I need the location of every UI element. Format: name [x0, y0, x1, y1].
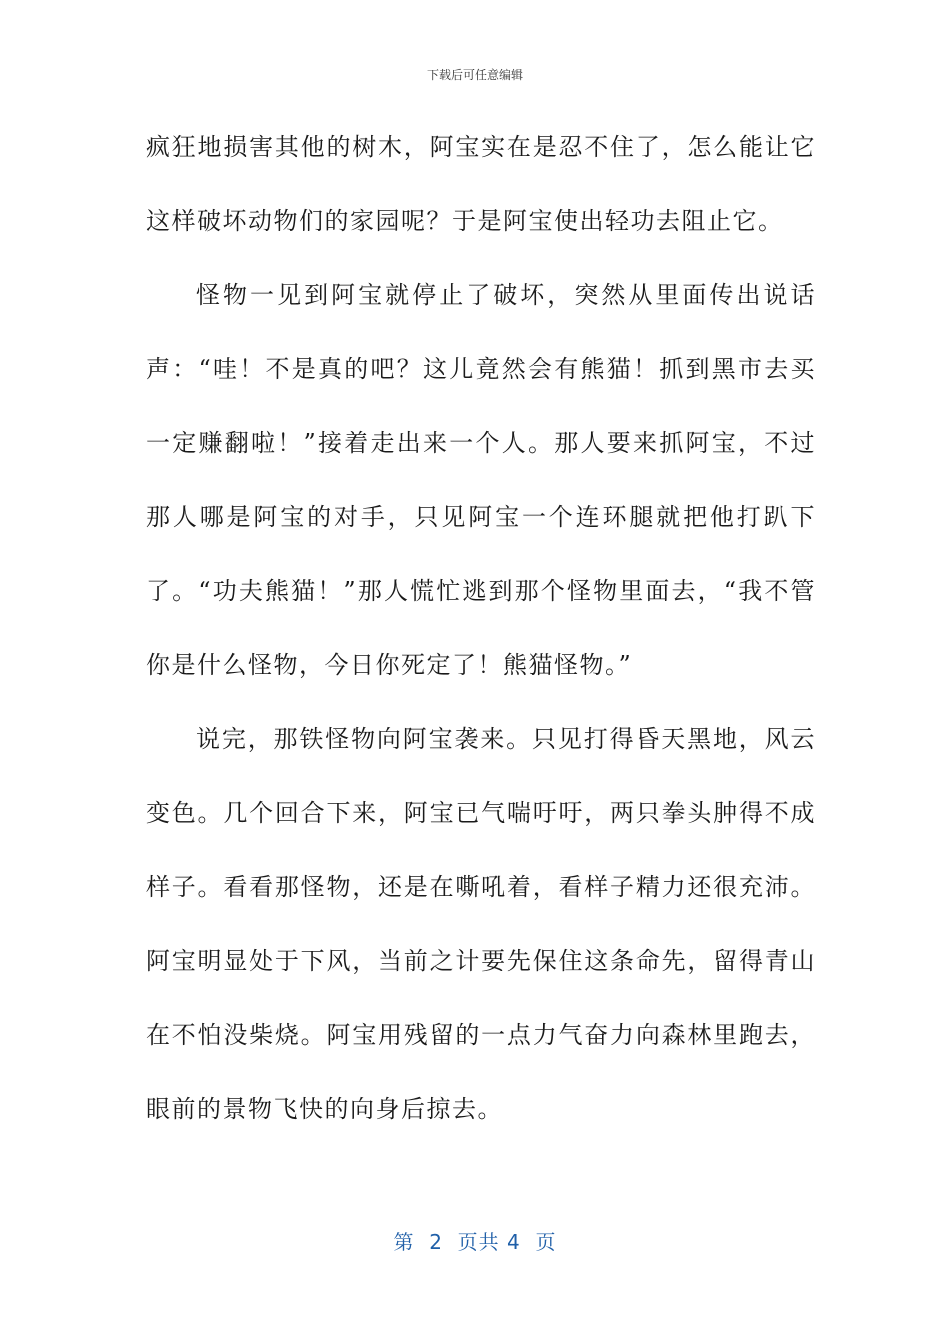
- header-note: 下载后可任意编辑: [426, 68, 523, 82]
- page-number: 第 2 页共 4 页: [393, 1230, 557, 1254]
- paragraph-2: 怪物一见到阿宝就停止了破坏，突然从里面传出说话声：“哇！不是真的吧？这儿竟然会有熊猫！抓到黑市去买一定赚翻啦！”接着走出来一个人。那人要来抓阿宝，不过那人哪是阿宝的对手，只见阿宝一个连环腿就把他打趴下了。“功夫熊猫！”那人慌忙逃到那个怪物里面去，“我不管你是什么怪物，今日你死定了！熊猫怪物。”: [146, 281, 816, 679]
- paragraph-3: 说完，那铁怪物向阿宝袭来。只见打得昏天黑地，风云变色。几个回合下来，阿宝已气喘吁吁，两只拳头肿得不成样子。看看那怪物，还是在嘶吼着，看样子精力还很充沛。阿宝明显处于下风，当前之计要先保住这条命先，留得青山在不怕没柴烧。阿宝用残留的一点力气奋力向森林里跑去，眼前的景物飞快的向身后掠去。: [146, 725, 816, 1123]
- document-body: [146, 110, 816, 1146]
- paragraph-1: 疯狂地损害其他的树木，阿宝实在是忍不住了，怎么能让它这样破坏动物们的家园呢？于是阿宝使出轻功去阻止它。: [146, 133, 816, 235]
